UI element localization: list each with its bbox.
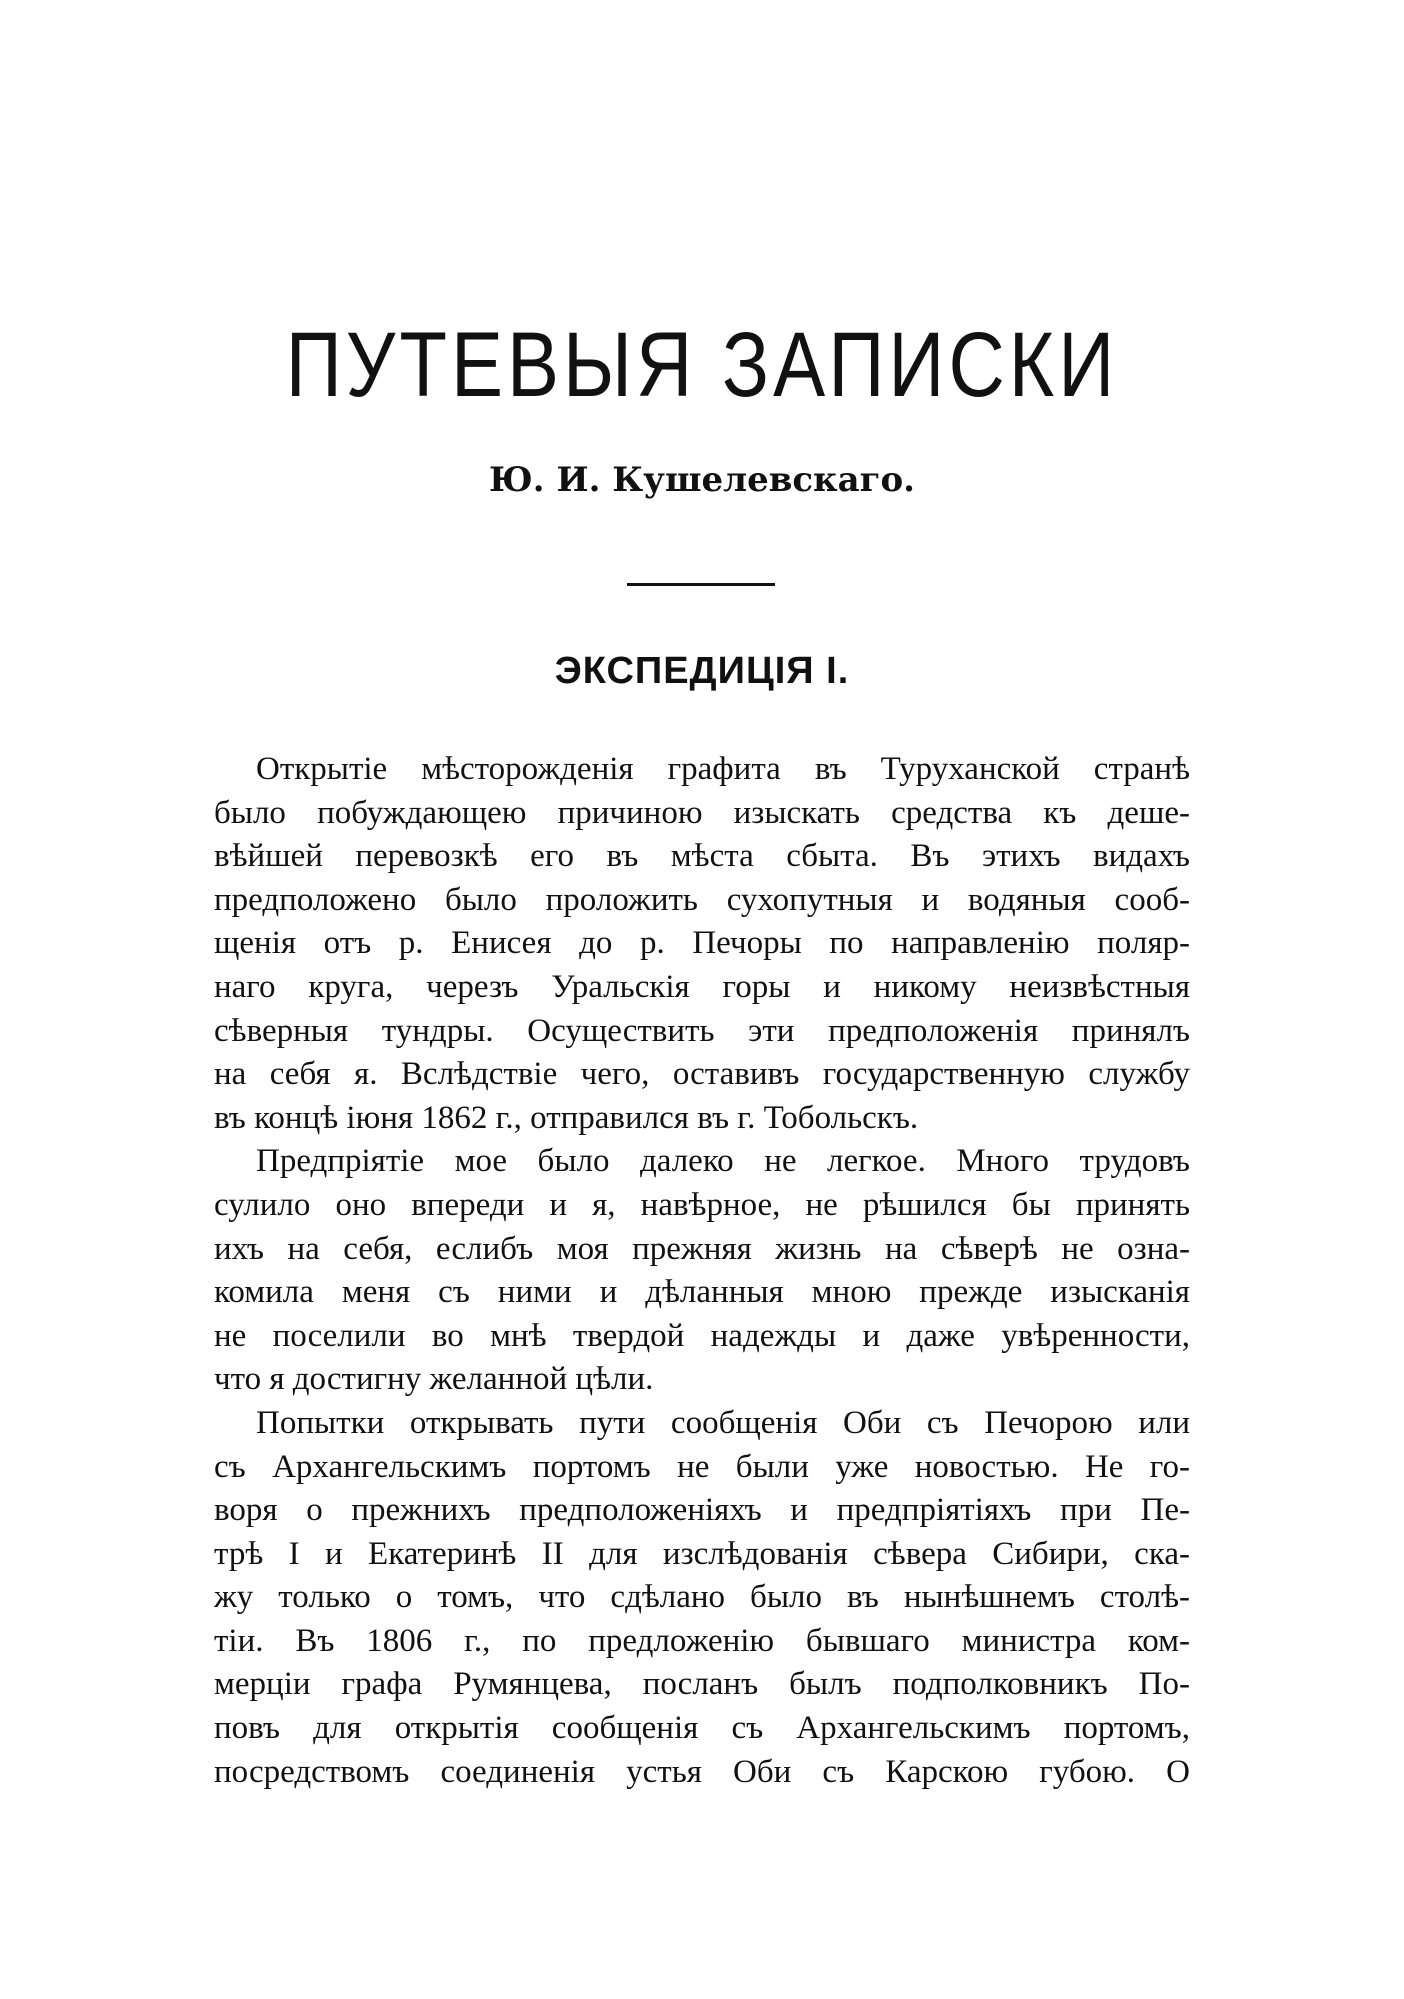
text-line: было побуждающею причиною изыскать средства къ деше- — [214, 794, 1190, 831]
text-line: Открытіе мѣсторожденія графита въ Туруханской странѣ — [256, 751, 1190, 787]
text-line: комила меня съ ними и дѣланныя мною прежде изысканія — [214, 1274, 1190, 1311]
text-line: жу только о томъ, что сдѣлано было въ нынѣшнемъ столѣ- — [214, 1579, 1190, 1616]
text-line: на себя я. Вслѣдствіе чего, оставивъ государственную службу — [214, 1056, 1190, 1093]
text-line: трѣ I и Екатеринѣ II для изслѣдованія сѣвера Сибири, ска- — [214, 1535, 1190, 1572]
author-line: Ю. И. Кушелевскаго. — [489, 460, 915, 500]
text-line: ихъ на себя, еслибъ моя прежняя жизнь на сѣверѣ не озна- — [214, 1230, 1190, 1267]
text-line: сѣверныя тундры. Осуществить эти предположенія принялъ — [214, 1012, 1190, 1049]
text-line: щенія отъ р. Енисея до р. Печоры по направленію поляр- — [214, 925, 1190, 962]
body-text — [214, 748, 1190, 1794]
text-line: сулило оно впереди и я, навѣрное, не рѣшился бы принять — [214, 1186, 1190, 1223]
text-line: мерціи графа Румянцева, посланъ былъ подполковникъ По- — [214, 1666, 1190, 1703]
text-line: посредствомъ соединенія устья Оби съ Карскою губою. О — [214, 1753, 1190, 1790]
text-line: предположено было проложить сухопутныя и водяныя сооб- — [214, 881, 1190, 918]
paragraph — [214, 1140, 1190, 1402]
paragraph — [214, 748, 1190, 1140]
text-line: наго круга, черезъ Уральскія горы и никому неизвѣстныя — [214, 968, 1190, 1005]
text-line: въ концѣ іюня 1862 г., отправился въ г. Тобольскъ. — [214, 1099, 919, 1136]
section-heading: ЭКСПЕДИЦІЯ I. — [554, 650, 850, 692]
text-line: повъ для открытія сообщенія съ Архангельскимъ портомъ, — [214, 1710, 1190, 1747]
text-line: воря о прежнихъ предположеніяхъ и предпріятіяхъ при Пе- — [214, 1492, 1190, 1529]
main-title: ПУТЕВЫЯ ЗАПИСКИ — [285, 312, 1119, 416]
text-line: вѣйшей перевозкѣ его въ мѣста сбыта. Въ этихъ видахъ — [214, 838, 1190, 875]
text-line: съ Архангельскимъ портомъ не были уже новостью. Не го- — [214, 1448, 1190, 1485]
title-rule — [627, 583, 775, 586]
text-line: что я достигну желанной цѣли. — [214, 1361, 654, 1398]
text-line: тіи. Въ 1806 г., по предложенію бывшаго министра ком- — [214, 1622, 1190, 1659]
paragraph — [214, 1402, 1190, 1794]
text-line: не поселили во мнѣ твердой надежды и даже увѣренности, — [214, 1317, 1190, 1354]
text-line: Предпріятіе мое было далеко не легкое. Много трудовъ — [256, 1143, 1190, 1180]
text-line: Попытки открывать пути сообщенія Оби съ Печорою или — [256, 1404, 1190, 1441]
